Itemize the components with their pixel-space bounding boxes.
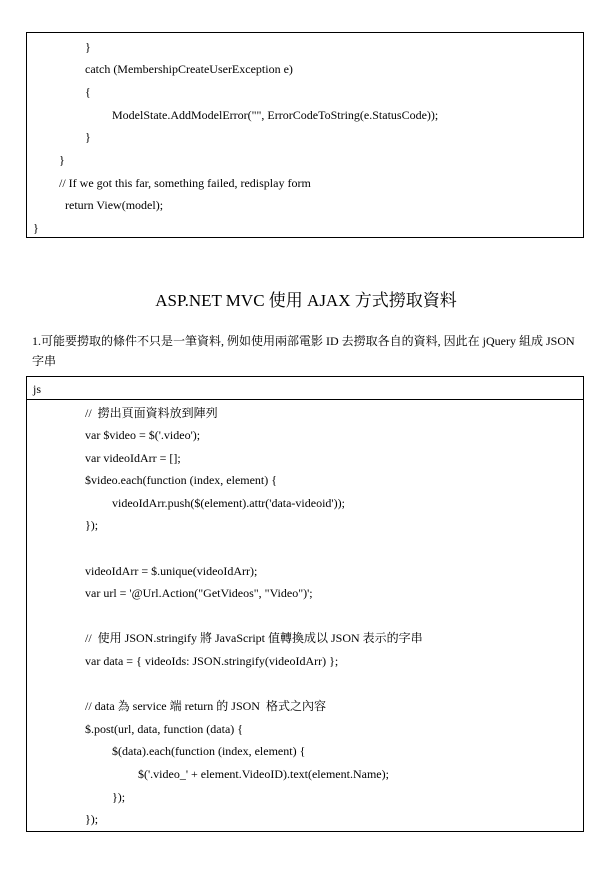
code-line: catch (MembershipCreateUserException e) <box>85 62 293 76</box>
code-line: } <box>59 153 65 167</box>
code-line: }); <box>85 812 99 826</box>
code-line: // 使用 JSON.stringify 將 JavaScript 值轉換成以 JSON 表示的字串 <box>85 631 423 645</box>
code-line: $.post(url, data, function (data) { <box>85 722 244 736</box>
code-block-divider <box>27 399 583 400</box>
code-line: var data = { videoIds: JSON.stringify(videoIdArr) }; <box>85 654 339 668</box>
code-line: // 撈出頁面資料放到陣列 <box>85 406 218 420</box>
code-line: }); <box>112 790 126 804</box>
code-line: videoIdArr.push($(element).attr('data-videoid')); <box>112 496 345 510</box>
code-line: return View(model); <box>65 198 164 212</box>
code-block-js <box>26 376 584 832</box>
code-line: var url = '@Url.Action("GetVideos", "Video")'; <box>85 586 313 600</box>
code-line: }); <box>85 518 99 532</box>
code-line: $video.each(function (index, element) { <box>85 473 278 487</box>
code-line: ModelState.AddModelError("", ErrorCodeToString(e.StatusCode)); <box>112 108 439 122</box>
code-block-label: js <box>33 382 42 396</box>
code-line: } <box>33 221 39 235</box>
code-line: var $video = $('.video'); <box>85 428 201 442</box>
section-title: ASP.NET MVC 使用 AJAX 方式撈取資料 <box>155 291 457 310</box>
body-paragraph: 1.可能要撈取的條件不只是一筆資料, 例如使用兩部電影 ID 去撈取各自的資料, 因此在 jQuery 組成 JSON 字串 <box>32 334 575 368</box>
code-line: // data 為 service 端 return 的 JSON 格式之內容 <box>85 699 326 713</box>
code-line: videoIdArr = $.unique(videoIdArr); <box>85 564 258 578</box>
code-line: // If we got this far, something failed, redisplay form <box>59 176 311 190</box>
code-block-top <box>26 32 584 238</box>
code-line: } <box>85 40 91 54</box>
code-line: $('.video_' + element.VideoID).text(element.Name); <box>138 767 389 781</box>
code-line: } <box>85 130 91 144</box>
code-line: { <box>85 85 91 99</box>
code-line: $(data).each(function (index, element) { <box>112 744 306 758</box>
code-line: var videoIdArr = []; <box>85 451 181 465</box>
